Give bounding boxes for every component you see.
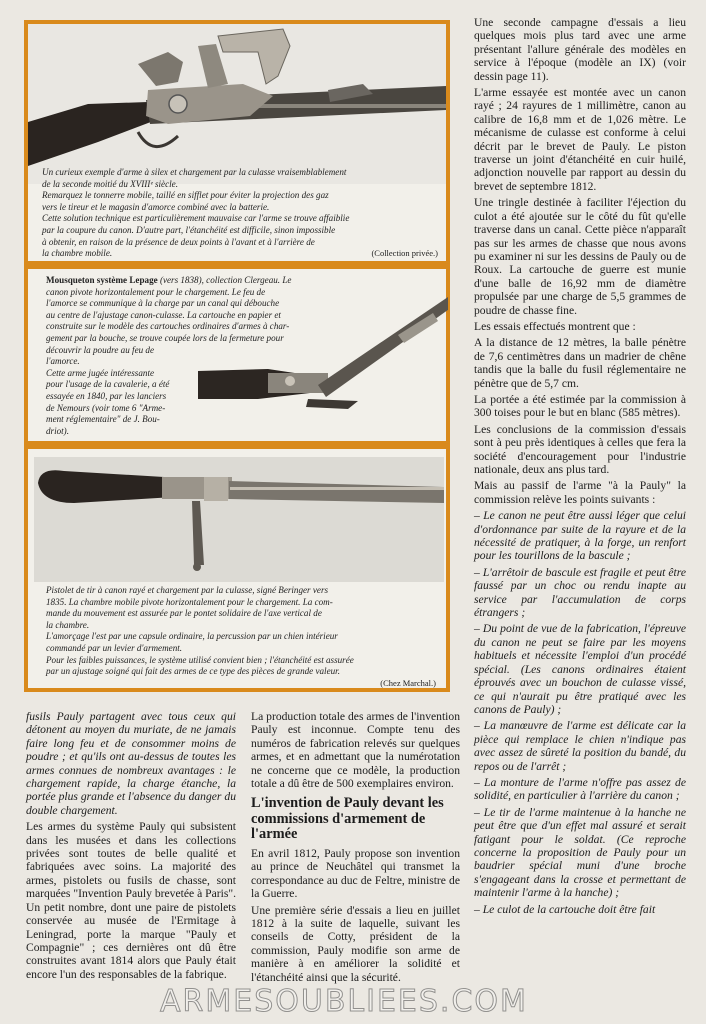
- caption-line: au centre de l'ajustage canon-culasse. La cartouche en papier et: [46, 309, 281, 320]
- left-text-column: [26, 710, 236, 984]
- caption-line: gement par la bouche, se trouve coupée lors de la fermeture pour: [46, 332, 284, 343]
- caption-line: Cette solution technique est particulièrement mauvaise car l'arme se trouve affaiblie: [42, 213, 350, 224]
- figure-title: Mousqueton système Lepage: [46, 275, 158, 285]
- list-item: – La manœuvre de l'arme est délicate car la pièce qui remplace le chien n'indique pas avec assez de sûreté la position du bandé, du repos ou de l'arrêt ;: [474, 719, 686, 773]
- caption-line: ment réglementaire" de J. Bou-: [46, 414, 160, 425]
- caption-line: pour l'usage de la cavalerie, a été: [46, 379, 170, 390]
- paragraph: L'arme essayée est montée avec un canon rayé ; 24 rayures de 1 millimètre, canon au calibre de 16,8 mm et de 1,026 mètre. Le mécanisme de culasse est conforme à celui décrit par le brevet de Pauly. Le piston traverse un joint d'étanchéité en cuir huilé, adjonction nouvelle par rapport au dessin du brevet de septembre 1812.: [474, 86, 686, 193]
- figure-lepage-caption: [46, 275, 366, 437]
- caption-line: l'amorce se communique à la charge par un canal qui débouche: [46, 298, 280, 309]
- caption-line: Pistolet de tir à canon rayé et chargement par la culasse, signé Beringer vers: [46, 585, 329, 595]
- list-item: – Le tir de l'arme maintenue à la hanche ne peut être que d'un effet mal assuré et serait fatigant pour le soldat. (Ce reproche concerne la proposition de Pauly pour un baudrier spécial muni d'une broche s'engageant dans la crosse et permettant de maintenir l'arme à la hanche) ;: [474, 805, 686, 900]
- paragraph: Les essais effectués montrent que :: [474, 319, 636, 333]
- caption-line: de la seconde moitié du XVIIIᵉ siècle.: [42, 178, 178, 189]
- caption-line: Un curieux exemple d'arme à silex et chargement par la culasse vraisemblablement: [42, 167, 347, 177]
- photo-credit: (Collection privée.): [371, 248, 438, 259]
- paragraph: Une tringle destinée à faciliter l'éjection du culot a été ajoutée sur le côté du fût qu'elle traverse dans un canal. Cette pièce n'apparaît pas sur les armes de chasse que nous avons pu examiner ni sur les dessins de Pauly ou de Roux. La cartouche de guerre est munie d'une balle de 16,92 mm de diamètre propulsée par une charge de 5,5 grammes de poudre de chasse fine.: [474, 196, 686, 317]
- caption-line: essayée en 1840, par les lanciers: [46, 390, 167, 401]
- paragraph: Les conclusions de la commission d'essais sont à peu près identiques à celles que fera la société d'encouragement pour l'industrie nationale, deux ans plus tard.: [474, 422, 686, 476]
- list-item: – La monture de l'arme n'offre pas assez de solidité, en particulier à l'arrière du canon ;: [474, 775, 686, 803]
- caption-line: par un ajustage soigné qui fait des armes de ce type des pièces de grande valeur.: [46, 666, 340, 677]
- caption-line: la chambre.: [46, 619, 90, 630]
- paragraph: Une première série d'essais a lieu en juillet 1812 à la suite de laquelle, suivant les conseils de Cotty, président de la commission, Pauly modifie son arme de manière à en améliorer la solidité et l'étanchéité ainsi que la sécurité.: [251, 903, 460, 984]
- caption-line: (vers 1838), collection Clergeau. Le: [159, 275, 292, 285]
- list-item: – Du point de vue de la fabrication, l'épreuve du canon ne peut se faire par les moyens habituels et nécessite l'emploi d'un procédé spécial. (Les canons ordinaires étaient éprouvés avec un bouchon de culasse vissé, ce qui n'aurait pu être pratiqué avec les canons de Pauly) ;: [474, 622, 686, 716]
- caption-line: mande du mouvement est assurée par le pontet solidaire de l'axe vertical de: [46, 608, 322, 619]
- caption-line: la chambre mobile.: [42, 248, 113, 259]
- paragraph: En avril 1812, Pauly propose son invention au prince de Neuchâtel qui transmet la correspondance au duc de Feltre, ministre de la Guerre.: [251, 846, 460, 901]
- caption-line: Cette arme jugée intéressante: [46, 367, 155, 378]
- figure-flintlock-caption: [42, 167, 438, 260]
- caption-line: canon pivote horizontalement pour le chargement. Le feu de: [46, 286, 266, 297]
- caption-line: par la coupure du canon. D'autre part, l'étanchéité est difficile, sinon impossible: [42, 224, 336, 235]
- caption-line: vers le tireur et le magasin d'amorce combiné avec la batterie.: [42, 201, 270, 212]
- site-watermark: ARMESOUBLIEES.COM: [160, 984, 528, 1019]
- paragraph: Mais au passif de l'arme "à la Pauly" la commission relève les points suivants :: [474, 479, 686, 506]
- caption-line: de Nemours (voir tome 6 "Arme-: [46, 402, 166, 413]
- caption-line: commandé par un levier d'armement.: [46, 642, 183, 653]
- flintlock-gun-photo: [28, 24, 446, 184]
- caption-line: L'amorçage l'est par une capsule ordinaire, la percussion par un chien intérieur: [46, 631, 338, 642]
- caption-line: driot).: [46, 425, 69, 436]
- caption-line: à obtenir, en raison de la présence de deux points à l'avant et à l'arrière de: [42, 236, 315, 247]
- caption-line: découvrir la poudre au feu de: [46, 344, 155, 355]
- figure-flintlock-frame: [24, 20, 450, 265]
- caption-line: l'amorce.: [46, 356, 80, 367]
- photo-credit: (Chez Marchal.): [380, 677, 436, 688]
- figure-beringer-frame: [24, 445, 450, 692]
- list-item: – Le culot de la cartouche doit être fait: [474, 902, 656, 916]
- paragraph: La portée a été estimée par la commission à 300 toises pour le but en blanc (585 mètres).: [474, 392, 686, 420]
- caption-line: construite sur le modèle des cartouches ordinaires d'armes à char-: [46, 321, 290, 332]
- paragraph: fusils Pauly partagent avec tous ceux qui détonent au moyen du muriate, de ne jamais faire long feu et de consommer moins de poudre ; et qu'ils ont au-dessus de toutes les armes connues de nombreux avantages : le chargement rapide, la charge étanche, la portée plus grande et l'absence du danger du double chargement.: [26, 710, 236, 817]
- section-heading: L'invention de Pauly devant les commissions d'armement de l'armée: [251, 795, 444, 843]
- list-item: – L'arrêtoir de bascule est fragile et peut être faussé par un choc ou rendu inapte au service par l'accumulation de corps étrangers ;: [474, 565, 686, 620]
- list-item: – Le canon ne peut être aussi léger que celui d'ordonnance par suite de la rayure et de la nécessité de pratiquer, à la forge, un renfort pour les tourillons de la bascule ;: [474, 509, 686, 563]
- paragraph: La production totale des armes de l'invention Pauly est inconnue. Compte tenu des numéros de fabrication relevés sur quelques armes, et en admettant que la numérotation ne concerne que ce modèle, la production totale a dû être de 500 exemplaires environ.: [251, 710, 460, 791]
- beringer-pistol-photo: [34, 457, 444, 582]
- paragraph: Les armes du système Pauly qui subsistent dans les musées et dans les collections privées sont toutes de belle qualité et fabriquées avec soins. La majorité des armes, pistolets ou fusils de chasse, sont marquées "Invention Pauly brevetée à Paris". Un petit nombre, dont une paire de pistolets conservée au musée de l'Ermitage à Leningrad, porte la marque "Pauly et Compagnie" ; ces dernières ont dû être construites avant 1814 alors que Pauly était encore l'un des responsables de la fabrique.: [26, 820, 236, 981]
- caption-line: Pour les faibles puissances, le système utilisé convient bien ; l'étanchéité est assurée: [46, 654, 354, 665]
- paragraph: A la distance de 12 mètres, la balle pénètre de 7,6 centimètres dans un madrier de chêne tandis que la balle du fusil réglementaire ne pénètre que de 5,7 cm.: [474, 336, 686, 390]
- caption-line: Remarquez le tonnerre mobile, taillé en sifflet pour éviter la projection des gaz: [42, 190, 329, 201]
- paragraph: Une seconde campagne d'essais a lieu quelques mois plus tard avec une arme présentant l'allure générale des modèles en service à l'époque (modèle an IX) (voir dessin page 11).: [474, 16, 686, 83]
- right-text-column: [474, 16, 686, 919]
- figure-lepage-frame: [24, 265, 450, 445]
- caption-line: 1835. La chambre mobile pivote horizontalement pour le chargement. La com-: [46, 596, 333, 607]
- figure-beringer-caption: [46, 585, 436, 689]
- middle-text-column: [251, 710, 460, 987]
